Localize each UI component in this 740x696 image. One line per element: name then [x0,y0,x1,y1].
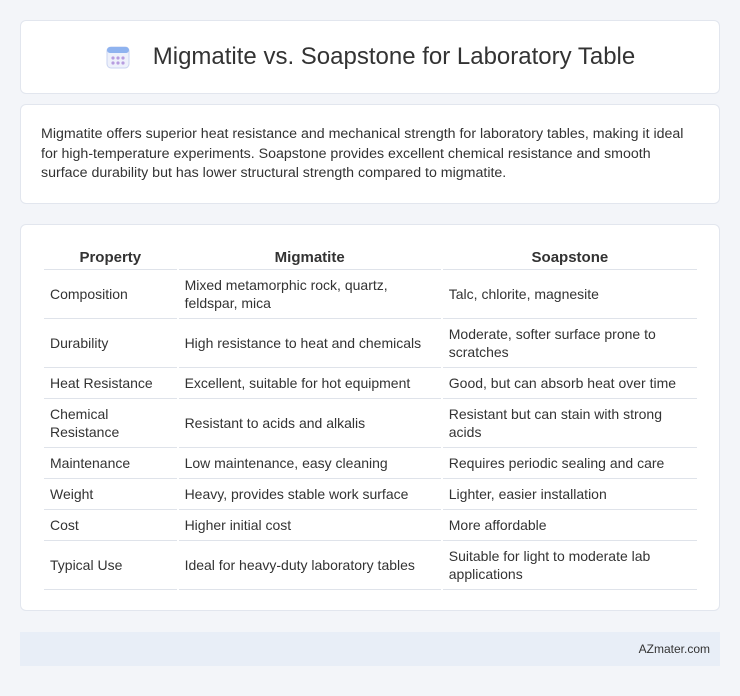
cell-migmatite: Mixed metamorphic rock, quartz, feldspar, mica [179,270,441,319]
cell-soapstone: Moderate, softer surface prone to scratches [443,319,697,368]
cell-property: Durability [44,319,177,368]
table-row [44,541,697,590]
cell-property: Cost [44,510,177,541]
calendar-icon [105,44,131,70]
cell-migmatite: Higher initial cost [179,510,441,541]
header-card [20,20,720,94]
comparison-table [42,243,699,590]
cell-soapstone: Requires periodic sealing and care [443,448,697,479]
cell-property: Composition [44,270,177,319]
summary-text: Migmatite offers superior heat resistance and mechanical strength for laboratory tables, making it ideal for high-temperature experiments. Soapstone provides excellent chemical resistance and smooth surface durability but has lower structural strength compared to migmatite. [41,126,684,181]
cell-migmatite: Heavy, provides stable work surface [179,479,441,510]
cell-soapstone: Lighter, easier installation [443,479,697,510]
cell-soapstone: Good, but can absorb heat over time [443,368,697,399]
table-row [44,510,697,541]
page-title: Migmatite vs. Soapstone for Laboratory Table [152,43,636,70]
table-row [44,479,697,510]
header-migmatite: Migmatite [179,243,441,270]
cell-soapstone: More affordable [443,510,697,541]
table-row [44,399,697,448]
cell-property: Typical Use [44,541,177,590]
footer-site-link[interactable]: AZmater.com [638,642,710,656]
header-soapstone: Soapstone [443,243,697,270]
cell-property: Weight [44,479,177,510]
cell-property: Chemical Resistance [44,399,177,448]
table-header-row [44,243,697,270]
footer [20,632,720,666]
cell-property: Heat Resistance [44,368,177,399]
cell-migmatite: Resistant to acids and alkalis [179,399,441,448]
table-row [44,270,697,319]
comparison-table-card [20,224,720,611]
cell-migmatite: Excellent, suitable for hot equipment [179,368,441,399]
cell-migmatite: Low maintenance, easy cleaning [179,448,441,479]
cell-soapstone: Resistant but can stain with strong acids [443,399,697,448]
header-property: Property [44,243,177,270]
cell-soapstone: Talc, chlorite, magnesite [443,270,697,319]
cell-migmatite: High resistance to heat and chemicals [179,319,441,368]
cell-property: Maintenance [44,448,177,479]
summary-card [20,104,720,204]
cell-migmatite: Ideal for heavy-duty laboratory tables [179,541,441,590]
table-row [44,319,697,368]
table-row [44,368,697,399]
cell-soapstone: Suitable for light to moderate lab applications [443,541,697,590]
table-row [44,448,697,479]
